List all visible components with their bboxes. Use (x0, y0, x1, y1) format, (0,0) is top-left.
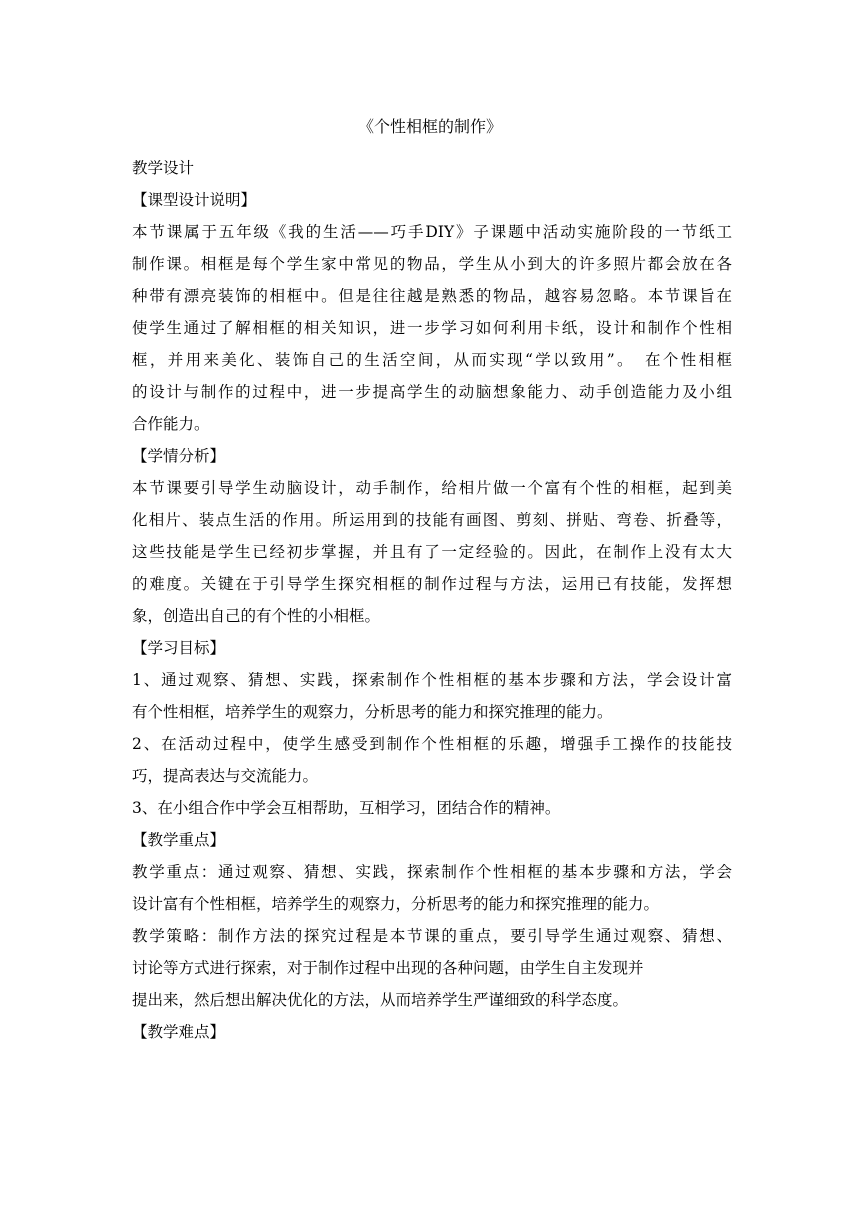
paragraph-line: 提出来，然后想出解决优化的方法，从而培养学生严谨细致的科学态度。 (132, 991, 629, 1009)
paragraph-line: 这些技能是学生已经初步掌握，并且有了一定经验的。因此，在制作上没有太大 (132, 543, 732, 561)
paragraph-line: 化相片、装点生活的作用。所运用到的技能有画图、剪刻、拼贴、弯卷、折叠等， (132, 511, 732, 529)
paragraph-line: 制作课。相框是每个学生家中常见的物品，学生从小到大的许多照片都会放在各 (132, 255, 732, 273)
paragraph-line: 2、在活动过程中，使学生感受到制作个性相框的乐趣，增强手工操作的技能技 (132, 735, 732, 753)
paragraph-line: 象，创造出自己的有个性的小相框。 (132, 607, 381, 625)
paragraph-line: 有个性相框，培养学生的观察力，分析思考的能力和探究推理的能力。 (132, 703, 613, 721)
section-heading: 【教学重点】 (132, 831, 226, 849)
paragraph-line: 1、通过观察、猜想、实践，探索制作个性相框的基本步骤和方法，学会设计富 (132, 671, 732, 689)
section-heading: 【学情分析】 (132, 447, 226, 465)
paragraph-line: 巧，提高表达与交流能力。 (132, 767, 319, 785)
paragraph-line: 框，并用来美化、装饰自己的生活空间，从而实现“学以致用”。 在个性相框 (132, 351, 732, 369)
paragraph-line: 教学重点：通过观察、猜想、实践，探索制作个性相框的基本步骤和方法，学会 (132, 863, 732, 881)
section-heading: 【课型设计说明】 (132, 191, 257, 209)
section-heading: 【学习目标】 (132, 639, 226, 657)
paragraph-line: 设计富有个性相框，培养学生的观察力，分析思考的能力和探究推理的能力。 (132, 895, 660, 913)
paragraph-line: 的难度。关键在于引导学生探究相框的制作过程与方法，运用已有技能，发挥想 (132, 575, 732, 593)
paragraph-line: 讨论等方式进行探索，对于制作过程中出现的各种问题，由学生自主发现并 (132, 959, 644, 977)
paragraph-line: 使学生通过了解相框的相关知识，进一步学习如何利用卡纸，设计和制作个性相 (132, 319, 732, 337)
paragraph-line: 的设计与制作的过程中，进一步提高学生的动脑想象能力、动手创造能力及小组 (132, 383, 732, 401)
section-label: 教学设计 (132, 159, 195, 177)
section-heading: 【教学难点】 (132, 1023, 226, 1041)
paragraph-line: 本节课要引导学生动脑设计，动手制作，给相片做一个富有个性的相框，起到美 (132, 479, 732, 497)
document-body (132, 152, 732, 1048)
paragraph-line: 合作能力。 (132, 415, 210, 433)
paragraph-line: 3、在小组合作中学会互相帮助，互相学习，团结合作的精神。 (132, 799, 561, 817)
paragraph-line: 教学策略：制作方法的探究过程是本节课的重点，要引导学生通过观察、猜想、 (132, 927, 732, 945)
document-title: 《个性相框的制作》 (357, 117, 502, 136)
paragraph-line: 种带有漂亮装饰的相框中。但是往往越是熟悉的物品，越容易忽略。本节课旨在 (132, 287, 732, 305)
paragraph-line: 本节课属于五年级《我的生活——巧手DIY》子课题中活动实施阶段的一节纸工 (132, 223, 732, 241)
